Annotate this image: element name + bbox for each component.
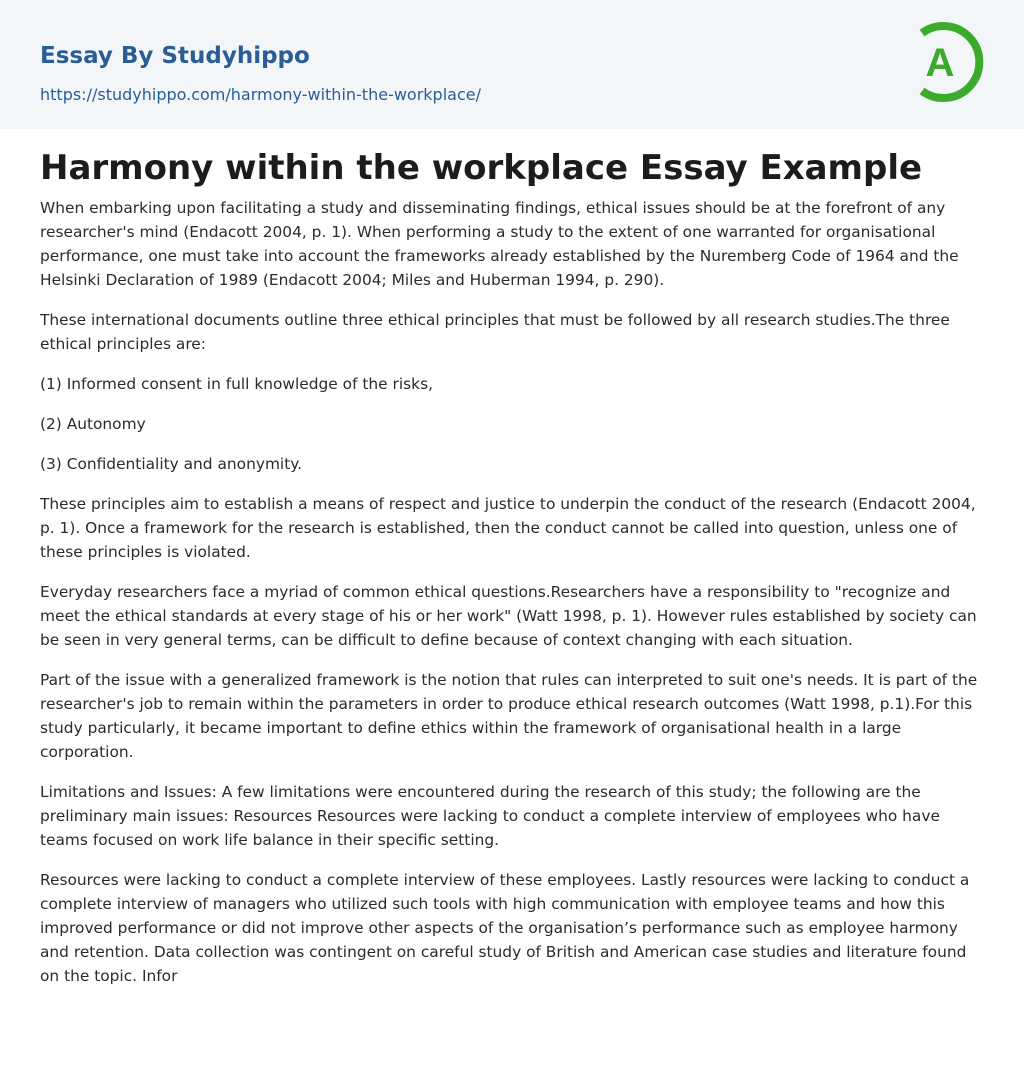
paragraph: (1) Informed consent in full knowledge of the risks, [40, 375, 433, 393]
paragraph: (3) Confidentiality and anonymity. [40, 455, 303, 473]
page-title: Harmony within the workplace Essay Example [40, 148, 923, 188]
site-header [0, 0, 1024, 129]
logo-letter: A [925, 41, 955, 85]
paragraph: Part of the issue with a generalized framework is the notion that rules can interpreted to suit one's needs. It is part of the researcher's job to remain within the parameters in order to produce ethical research outcomes (Watt 1998, p.1).For this study particularly, it became important to define ethics within the framework of organisational health in a large corporation. [40, 671, 978, 761]
paragraph: Everyday researchers face a myriad of common ethical questions.Researchers have a responsibility to "recognize and meet the ethical standards at every stage of his or her work" (Watt 1998, p. 1). However rules established by society can be seen in very general terms, can be difficult to define because of context changing with each situation. [40, 583, 977, 649]
paragraph: These principles aim to establish a means of respect and justice to underpin the conduct of the research (Endacott 2004, p. 1). Once a framework for the research is established, then the conduct cannot be called into question, unless one of these principles is violated. [40, 495, 976, 561]
article [40, 146, 984, 1004]
paragraph: Resources were lacking to conduct a complete interview of these employees. Lastly resources were lacking to conduct a complete interview of managers who utilized such tools with high communication with employee teams and how this improved performance or did not improve other aspects of the organisation’s performance such as employee harmony and retention. Data collection was contingent on careful study of British and American case studies and literature found on the topic. Infor [40, 871, 970, 985]
paragraph: Limitations and Issues: A few limitations were encountered during the research of this study; the following are the preliminary main issues: Resources Resources were lacking to conduct a complete interview of employees who have teams focused on work life balance in their specific setting. [40, 783, 940, 849]
paragraph: (2) Autonomy [40, 415, 146, 433]
site-title[interactable]: Essay By Studyhippo [40, 43, 310, 69]
paragraph: These international documents outline three ethical principles that must be followed by all research studies.The three ethical principles are: [40, 311, 950, 353]
paragraph: When embarking upon facilitating a study and disseminating findings, ethical issues should be at the forefront of any researcher's mind (Endacott 2004, p. 1). When performing a study to the extent of one warranted for organisational performance, one must take into account the frameworks already established by the Nuremberg Code of 1964 and the Helsinki Declaration of 1989 (Endacott 2004; Miles and Huberman 1994, p. 290). [40, 199, 959, 289]
studyhippo-logo-icon[interactable] [910, 18, 988, 106]
source-url-link[interactable]: https://studyhippo.com/harmony-within-the-workplace/ [40, 85, 481, 104]
